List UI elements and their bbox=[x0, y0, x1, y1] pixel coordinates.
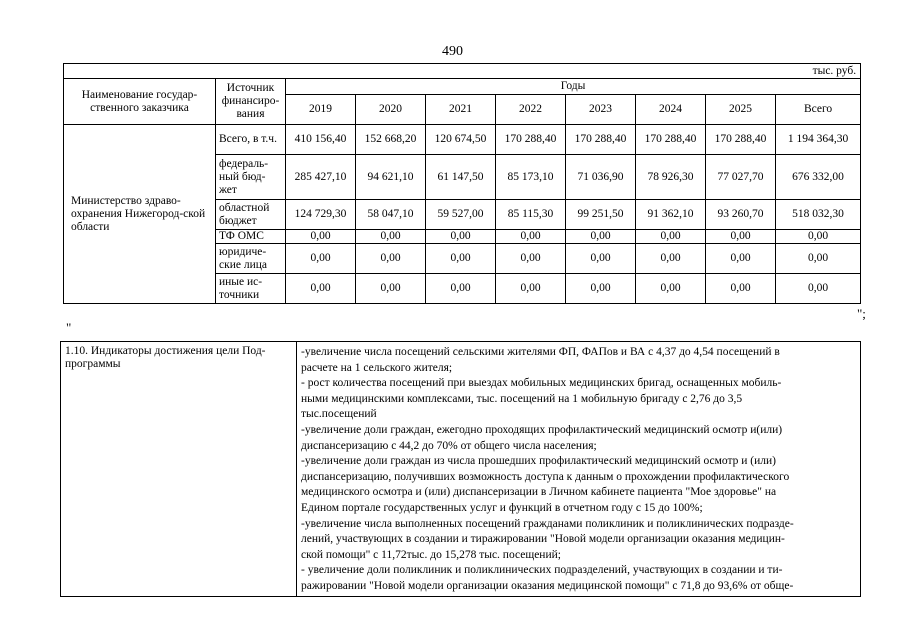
value-cell: 0,00 bbox=[566, 230, 636, 244]
total-cell: 0,00 bbox=[776, 274, 861, 304]
header-years-group: Годы bbox=[286, 79, 861, 95]
value-cell: 0,00 bbox=[636, 244, 706, 274]
indicator-line: -увеличение доли граждан, ежегодно проходящих профилактический медицинский осмотр и(или) bbox=[301, 423, 783, 436]
header-customer: Наименование государ-ственного заказчика bbox=[64, 79, 216, 125]
indicator-line: ской помощи" с 11,72тыс. до 15,278 тыс. посещений; bbox=[301, 548, 561, 561]
value-cell: 0,00 bbox=[706, 244, 776, 274]
value-cell: 71 036,90 bbox=[566, 155, 636, 200]
value-cell: 0,00 bbox=[636, 230, 706, 244]
header-year: 2021 bbox=[426, 95, 496, 125]
value-cell: 0,00 bbox=[286, 274, 356, 304]
value-cell: 99 251,50 bbox=[566, 200, 636, 230]
value-cell: 0,00 bbox=[426, 274, 496, 304]
value-cell: 0,00 bbox=[496, 244, 566, 274]
header-total: Всего bbox=[776, 95, 861, 125]
value-cell: 0,00 bbox=[356, 244, 426, 274]
value-cell: 0,00 bbox=[286, 230, 356, 244]
source-cell: Всего, в т.ч. bbox=[216, 125, 286, 155]
value-cell: 170 288,40 bbox=[706, 125, 776, 155]
indicator-line: диспансеризацию с 44,2 до 70% от общего числа населения; bbox=[301, 439, 597, 452]
indicator-line: -увеличение числа выполненных посещений гражданами поликлиник и поликлинических подразде- bbox=[301, 517, 794, 530]
value-cell: 120 674,50 bbox=[426, 125, 496, 155]
value-cell: 91 362,10 bbox=[636, 200, 706, 230]
indicator-line: -увеличение числа посещений сельскими жителями ФП, ФАПов и ВА с 4,37 до 4,54 посещений в bbox=[301, 346, 780, 358]
value-cell: 285 427,10 bbox=[286, 155, 356, 200]
source-cell: иные ис-точники bbox=[216, 274, 286, 304]
value-cell: 124 729,30 bbox=[286, 200, 356, 230]
opening-quote: " bbox=[66, 320, 72, 335]
closing-quote: "; bbox=[857, 306, 866, 321]
table-row bbox=[64, 125, 861, 155]
indicator-line: Едином портале государственных услуг и функций в отчетном году с 15 до 100%; bbox=[301, 501, 703, 514]
total-cell: 0,00 bbox=[776, 230, 861, 244]
indicator-line: медицинского осмотра и (или) диспансеризации в Личном кабинете пациента "Мое здоровье" на bbox=[301, 486, 777, 499]
value-cell: 170 288,40 bbox=[566, 125, 636, 155]
indicators-text bbox=[297, 342, 861, 597]
indicator-line: - рост количества посещений при выездах мобильных медицинских бригад, оснащенных мобиль- bbox=[301, 377, 782, 390]
header-year: 2024 bbox=[636, 95, 706, 125]
value-cell: 0,00 bbox=[636, 274, 706, 304]
indicator-line: лений, участвующих в создании и тиражировании "Новой модели организации оказания медицин- bbox=[301, 533, 785, 546]
value-cell: 0,00 bbox=[706, 230, 776, 244]
value-cell: 170 288,40 bbox=[496, 125, 566, 155]
indicator-line: ражировании "Новой модели организации оказания медицинской помощи" с 71,8 до 93,6% от обще- bbox=[301, 579, 794, 592]
total-cell: 1 194 364,30 bbox=[776, 125, 861, 155]
value-cell: 0,00 bbox=[566, 244, 636, 274]
value-cell: 0,00 bbox=[286, 244, 356, 274]
indicator-line: - увеличение доли поликлиник и поликлинических подразделений, участвующих в создании и ти- bbox=[301, 564, 783, 577]
value-cell: 77 027,70 bbox=[706, 155, 776, 200]
indicator-line: -увеличение доли граждан из числа прошедших профилактический медицинский осмотр и (или) bbox=[301, 455, 776, 468]
customer-name: Министерство здраво-охранения Нижегород-ской области bbox=[64, 125, 216, 304]
value-cell: 0,00 bbox=[706, 274, 776, 304]
source-cell: ТФ ОМС bbox=[216, 230, 286, 244]
value-cell: 0,00 bbox=[566, 274, 636, 304]
value-cell: 410 156,40 bbox=[286, 125, 356, 155]
source-cell: федераль-ный бюд-жет bbox=[216, 155, 286, 200]
budget-table bbox=[63, 63, 861, 304]
total-cell: 0,00 bbox=[776, 244, 861, 274]
value-cell: 78 926,30 bbox=[636, 155, 706, 200]
value-cell: 0,00 bbox=[496, 274, 566, 304]
header-year: 2025 bbox=[706, 95, 776, 125]
indicator-line: тыс.посещений bbox=[301, 408, 377, 421]
page-number: 490 bbox=[442, 44, 463, 59]
value-cell: 0,00 bbox=[356, 274, 426, 304]
value-cell: 0,00 bbox=[426, 244, 496, 274]
indicator-line: расчете на 1 сельского жителя; bbox=[301, 361, 453, 374]
value-cell: 59 527,00 bbox=[426, 200, 496, 230]
total-cell: 676 332,00 bbox=[776, 155, 861, 200]
header-source: Источник финансиро-вания bbox=[216, 79, 286, 125]
value-cell: 85 173,10 bbox=[496, 155, 566, 200]
value-cell: 61 147,50 bbox=[426, 155, 496, 200]
unit-label: тыс. руб. bbox=[64, 64, 861, 79]
value-cell: 0,00 bbox=[496, 230, 566, 244]
source-cell: областной бюджет bbox=[216, 200, 286, 230]
value-cell: 0,00 bbox=[426, 230, 496, 244]
value-cell: 94 621,10 bbox=[356, 155, 426, 200]
total-cell: 518 032,30 bbox=[776, 200, 861, 230]
indicator-line: ными медицинскими комплексами, тыс. посещений на 1 мобильную бригаду с 2,76 до 3,5 bbox=[301, 392, 743, 405]
value-cell: 0,00 bbox=[356, 230, 426, 244]
value-cell: 85 115,30 bbox=[496, 200, 566, 230]
value-cell: 93 260,70 bbox=[706, 200, 776, 230]
value-cell: 152 668,20 bbox=[356, 125, 426, 155]
header-year: 2023 bbox=[566, 95, 636, 125]
value-cell: 58 047,10 bbox=[356, 200, 426, 230]
header-year: 2019 bbox=[286, 95, 356, 125]
indicators-label: 1.10. Индикаторы достижения цели Под-программы bbox=[61, 342, 297, 597]
header-year: 2022 bbox=[496, 95, 566, 125]
source-cell: юридиче-ские лица bbox=[216, 244, 286, 274]
indicator-line: диспансеризацию, получивших возможность доступа к данным о прохождении профилактического bbox=[301, 470, 790, 483]
header-year: 2020 bbox=[356, 95, 426, 125]
value-cell: 170 288,40 bbox=[636, 125, 706, 155]
indicators-table bbox=[60, 341, 861, 597]
